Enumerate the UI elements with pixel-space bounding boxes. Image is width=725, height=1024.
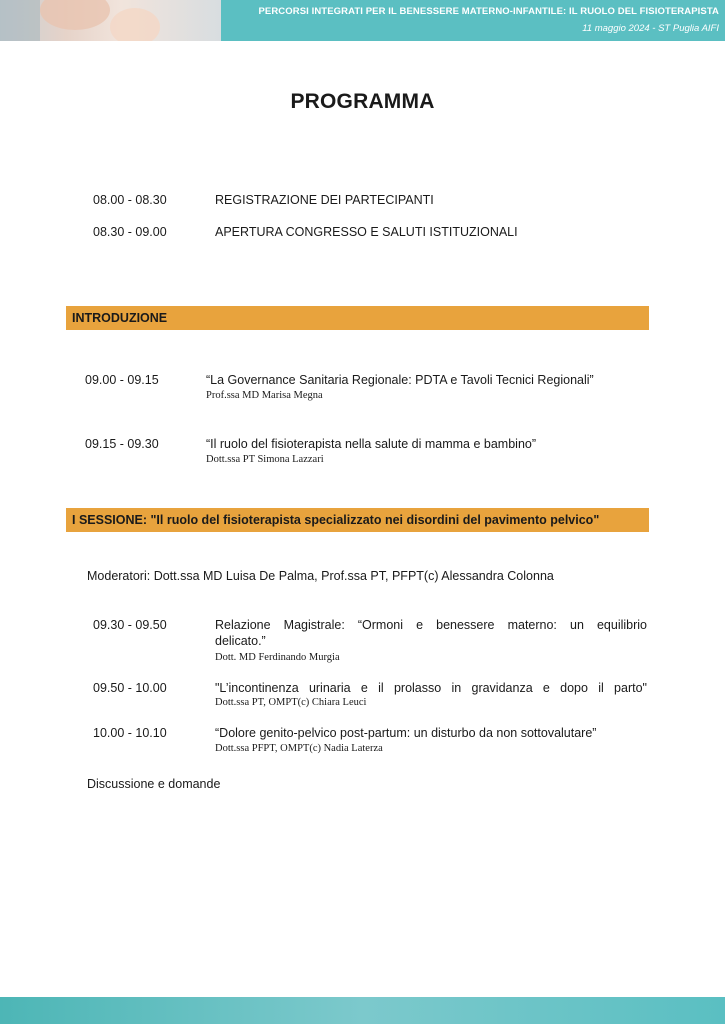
intro-time-2: 09.15 - 09.30 [85,437,159,451]
time-slot: 08.30 - 09.00 [93,225,167,239]
session-title-2: "L’incontinenza urinaria e il prolasso in gravidanza e dopo il parto" [215,681,647,695]
event-title: PERCORSI INTEGRATI PER IL BENESSERE MATERNO-INFANTILE: IL RUOLO DEL FISIOTERAPISTA [258,6,719,17]
time-slot: 08.00 - 08.30 [93,193,167,207]
intro-title-1: “La Governance Sanitaria Regionale: PDTA e Tavoli Tecnici Regionali” [206,373,594,387]
section-heading-introduzione: INTRODUZIONE [66,306,649,330]
session-title-1-line1: Relazione Magistrale: “Ormoni e benessere materno: un equilibrio [215,618,647,632]
header-band [221,0,725,41]
session-speaker-3: Dott.ssa PFPT, OMPT(c) Nadia Laterza [215,743,383,754]
intro-speaker-2: Dott.ssa PT Simona Lazzari [206,454,324,465]
event-date-location: 11 maggio 2024 - ST Puglia AIFI [582,23,719,34]
intro-title-2: “Il ruolo del fisioterapista nella salute di mamma e bambino” [206,437,537,451]
moderators: Moderatori: Dott.ssa MD Luisa De Palma, Prof.ssa PT, PFPT(c) Alessandra Colonna [87,569,554,583]
session-time-3: 10.00 - 10.10 [93,726,167,740]
intro-time-1: 09.00 - 09.15 [85,373,159,387]
page-header [0,0,725,41]
section-heading-sessione-1: I SESSIONE: "Il ruolo del fisioterapista specializzato nei disordini del pavimento pelvico" [66,508,649,532]
page-footer-band [0,997,725,1024]
opening-row-1 [93,193,167,207]
session-time-1: 09.30 - 09.50 [93,618,167,632]
session-time-2: 09.50 - 10.00 [93,681,167,695]
page-title: PROGRAMMA [290,90,435,113]
opening-row-2 [93,225,167,239]
intro-speaker-1: Prof.ssa MD Marisa Megna [206,390,323,401]
session-title-1-line2: delicato.” [215,634,266,648]
session-title-3: “Dolore genito-pelvico post-partum: un disturbo da non sottovalutare” [215,726,597,740]
opening-label-2: APERTURA CONGRESSO E SALUTI ISTITUZIONALI [215,225,518,239]
session-speaker-2: Dott.ssa PT, OMPT(c) Chiara Leuci [215,697,367,708]
opening-label-1: REGISTRAZIONE DEI PARTECIPANTI [215,193,434,207]
session-speaker-1: Dott. MD Ferdinando Murgia [215,652,340,663]
header-photo [0,0,221,41]
discussion: Discussione e domande [87,777,221,791]
